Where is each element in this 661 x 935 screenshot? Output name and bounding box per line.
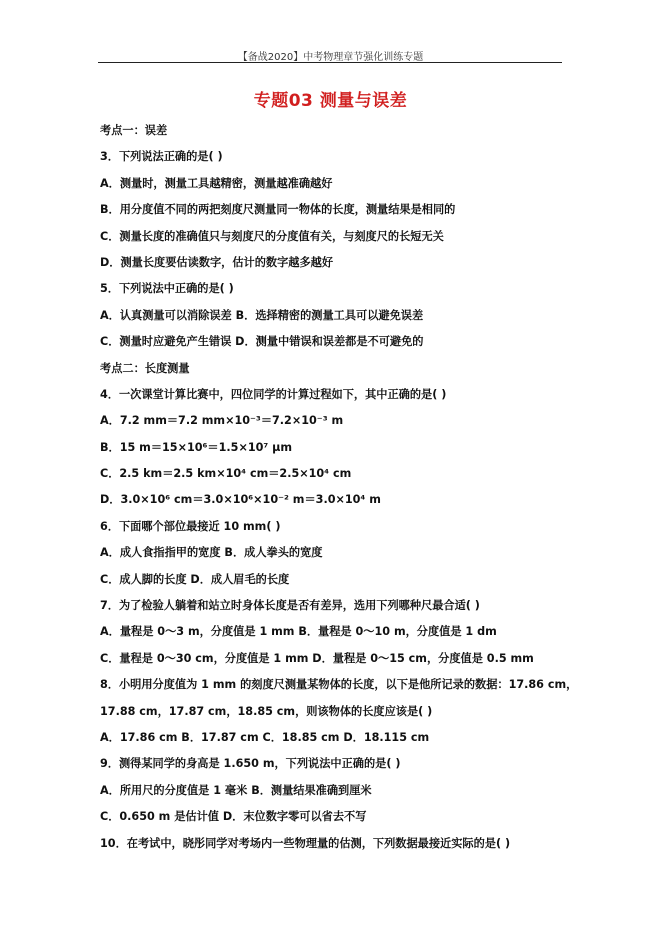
answer-option: A．17.86 cm B．17.87 cm C．18.85 cm D．18.115 cm <box>100 730 430 744</box>
answer-option: C．2.5 km＝2.5 km×10⁴ cm＝2.5×10⁴ cm <box>100 467 352 481</box>
question-text: 6．下面哪个部位最接近 10 mm( ) <box>100 519 281 533</box>
answer-option: C．测量时应避免产生错误 D．测量中错误和误差都是不可避免的 <box>100 335 424 349</box>
question-text: 3．下列说法正确的是( ) <box>100 150 223 164</box>
answer-option: A．测量时，测量工具越精密，测量越准确越好 <box>100 176 333 190</box>
answer-option: C．成人脚的长度 D．成人眉毛的长度 <box>100 572 290 586</box>
answer-option: A．7.2 mm＝7.2 mm×10⁻³＝7.2×10⁻³ m <box>100 414 344 428</box>
document-body <box>100 118 580 857</box>
question-text: 5．下列说法中正确的是( ) <box>100 282 234 296</box>
answer-option: A．量程是 0～3 m，分度值是 1 mm B．量程是 0～10 m，分度值是 1 dm <box>100 625 497 639</box>
question-text: 9．测得某同学的身高是 1.650 m，下列说法中正确的是( ) <box>100 757 401 771</box>
question-text: 10．在考试中，晓彤同学对考场内一些物理量的估测，下列数据最接近实际的是( ) <box>100 836 511 850</box>
document-title: 专题03 测量与误差 <box>253 91 408 111</box>
header-divider <box>98 62 562 63</box>
question-text: 17.88 cm，17.87 cm，18.85 cm，则该物体的长度应该是( ) <box>100 704 433 718</box>
section-heading: 考点一：误差 <box>100 124 168 137</box>
answer-option: A．认真测量可以消除误差 B．选择精密的测量工具可以避免误差 <box>100 308 424 322</box>
answer-option: C．量程是 0～30 cm，分度值是 1 mm D．量程是 0～15 cm，分度值是 0.5 mm <box>100 651 534 665</box>
section-heading: 考点二：长度测量 <box>100 361 190 375</box>
question-text: 7．为了检验人躺着和站立时身体长度是否有差异，选用下列哪种尺最合适( ) <box>100 599 480 613</box>
answer-option: D．3.0×10⁶ cm＝3.0×10⁶×10⁻² m＝3.0×10⁴ m <box>100 493 381 507</box>
page-header: 【备战2020】中考物理章节强化训练专题 <box>237 52 424 63</box>
answer-option: A．成人食指指甲的宽度 B．成人拳头的宽度 <box>100 546 323 560</box>
answer-option: A．所用尺的分度值是 1 毫米 B．测量结果准确到厘米 <box>100 783 372 797</box>
question-text: 4．一次课堂计算比赛中，四位同学的计算过程如下，其中正确的是( ) <box>100 387 447 401</box>
answer-option: B．15 m＝15×10⁶＝1.5×10⁷ μm <box>100 440 293 454</box>
answer-option: B．用分度值不同的两把刻度尺测量同一物体的长度，测量结果是相同的 <box>100 203 456 217</box>
question-text: 8．小明用分度值为 1 mm 的刻度尺测量某物体的长度，以下是他所记录的数据：17.86 cm， <box>100 678 578 692</box>
answer-option: C．测量长度的准确值只与刻度尺的分度值有关，与刻度尺的长短无关 <box>100 229 444 243</box>
answer-option: C．0.650 m 是估计值 D．末位数字零可以省去不写 <box>100 810 367 824</box>
answer-option: D．测量长度要估读数字，估计的数字越多越好 <box>100 255 334 269</box>
